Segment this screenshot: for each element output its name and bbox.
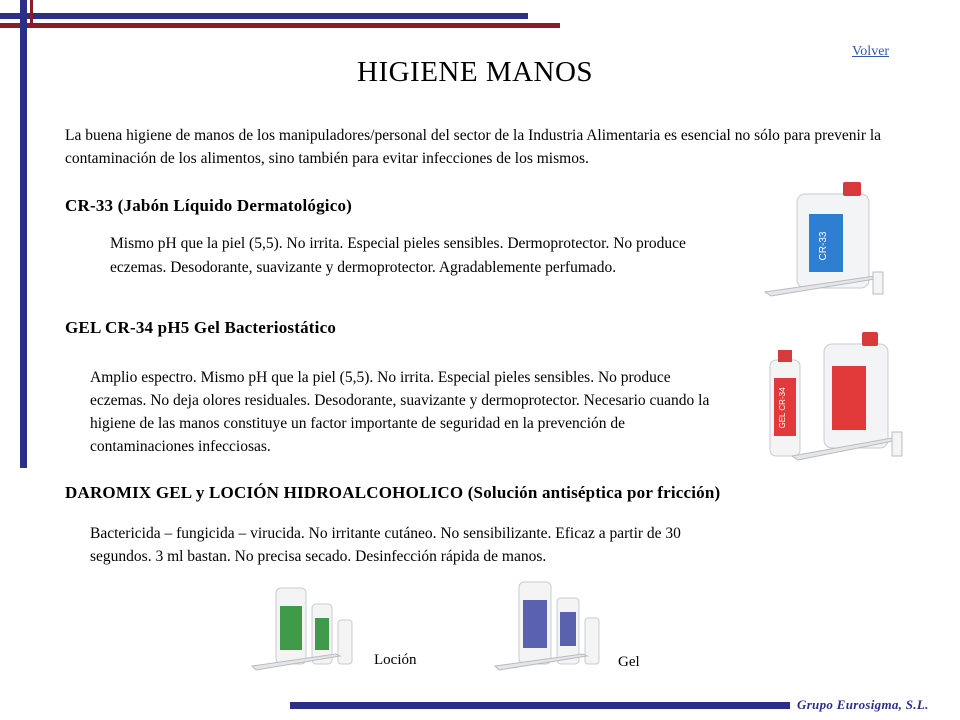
daromix-description: Bactericida – fungicida – virucida. No irritante cutáneo. No sensibilizante. Eficaz a partir de 30 segundos. 3 ml bastan. No precisa secado. Desinfección rápida de manos. (90, 525, 681, 565)
company-footer: Grupo Eurosigma, S.L. (797, 697, 929, 712)
intro-paragraph: La buena higiene de manos de los manipuladores/personal del sector de la Industria Alimentaria es esencial no sólo para prevenir la contaminación de los alimentos, sino también para evitar infecciones de los mismos. (65, 127, 882, 167)
gel-caption: Gel (618, 654, 640, 670)
locion-label-medium (315, 618, 329, 650)
left-bar-navy (20, 0, 27, 468)
locion-product-image (252, 580, 362, 670)
gel-label-medium (560, 612, 576, 646)
cr34-heading: GEL CR-34 pH5 Gel Bacteriostático (65, 318, 337, 337)
cr34-bottle-cap (778, 350, 792, 362)
top-bar-maroon (0, 23, 560, 28)
cr33-pump-head (873, 272, 883, 294)
page-title: HIGIENE MANOS (357, 56, 594, 88)
cr34-product-image (752, 330, 912, 465)
locion-label-large (280, 606, 302, 650)
cr34-label-text: GEL CR-34 (778, 387, 787, 429)
top-bar-navy (0, 13, 528, 19)
cr34-pump-head (892, 432, 902, 456)
cr34-description: Amplio espectro. Mismo pH que la piel (5,5). No irrita. Especial pieles sensibles. No produce eczemas. No deja olores residuales. Desodorante, suavizante y dermoprotector. Necesario cuando la higiene de las manos constituye un factor importante de seguridad en la prevención de contaminaciones infecciosas. (90, 369, 710, 455)
locion-caption: Loción (374, 652, 417, 668)
cr33-description: Mismo pH que la piel (5,5). No irrita. Especial pieles sensibles. Dermoprotector. No produce eczemas. Desodorante, suavizante y dermoprotector. Agradablemente perfumado. (110, 235, 686, 276)
gel-product-image (495, 576, 610, 671)
bottom-bar-navy (290, 702, 790, 709)
back-link[interactable]: Volver (852, 44, 890, 59)
gel-label-large (523, 600, 547, 648)
cr33-label-text: CR-33 (818, 231, 829, 261)
gel-bottle-small (585, 618, 599, 664)
cr33-product-image (755, 180, 905, 310)
cr33-heading: CR-33 (Jabón Líquido Dermatológico) (65, 196, 353, 215)
daromix-heading: DAROMIX GEL y LOCIÓN HIDROALCOHOLICO (Solución antiséptica por fricción) (65, 483, 721, 502)
cr34-canister-label (832, 366, 866, 430)
cr34-canister-cap (862, 332, 878, 346)
left-bar-maroon (30, 0, 33, 28)
cr33-cap (843, 182, 861, 196)
locion-bottle-small (338, 620, 352, 664)
